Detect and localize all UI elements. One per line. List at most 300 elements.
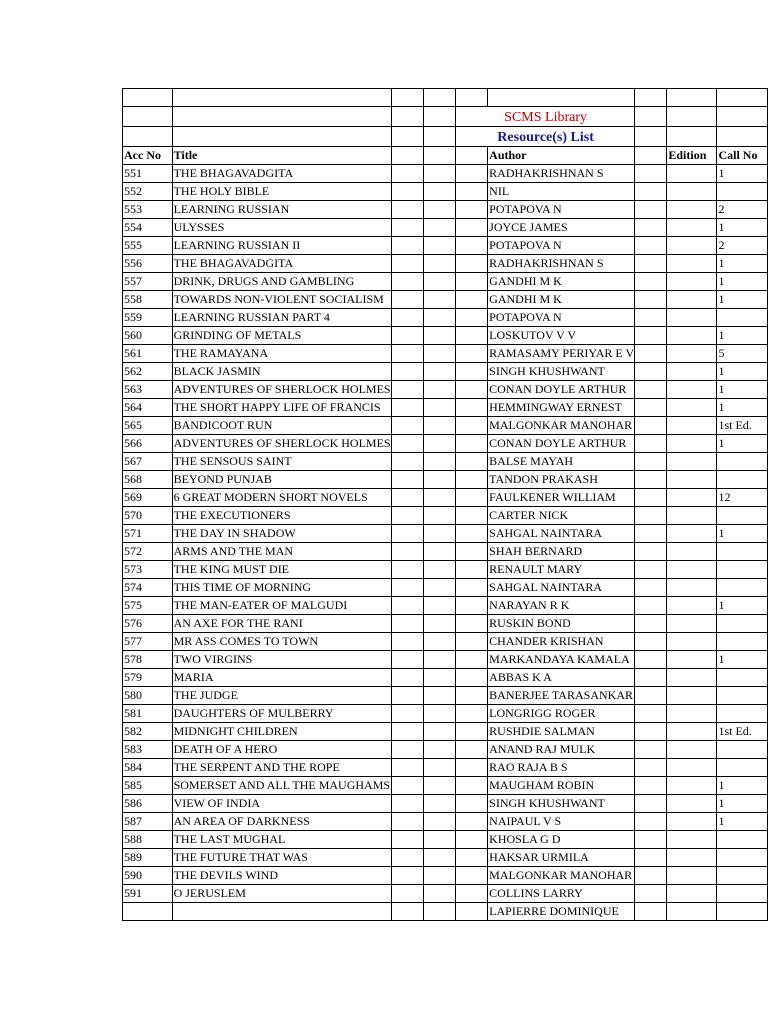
table-row [123, 632, 768, 650]
author-text: RAMASAMY PERIYAR E V [489, 345, 635, 360]
author-cell [488, 200, 635, 218]
author-cell [488, 236, 635, 254]
author-cell [488, 632, 635, 650]
author-cell [488, 398, 635, 416]
author-cell [488, 650, 635, 668]
author-cell [488, 884, 635, 902]
author-cell [488, 776, 635, 794]
title-cell [172, 866, 391, 884]
table-row [123, 902, 768, 920]
title-cell [172, 398, 391, 416]
title-text: THE SERPENT AND THE ROPE [173, 759, 340, 774]
title-text: AN AXE FOR THE RANI [173, 615, 303, 630]
edition-cell [667, 866, 717, 884]
author-text: NAIPAUL V S [489, 813, 562, 828]
title-cell [172, 344, 391, 362]
acc-no-cell: 574 [123, 578, 173, 596]
title-cell [172, 668, 391, 686]
author-text: GANDHI M K [489, 291, 562, 306]
title-text: ULYSSES [173, 219, 225, 234]
edition-cell [667, 308, 717, 326]
table-row [123, 668, 768, 686]
title-cell [172, 776, 391, 794]
title-text: DEATH OF A HERO [173, 741, 278, 756]
list-title: Resource(s) List [455, 126, 634, 146]
table-row [123, 542, 768, 560]
table-row [123, 560, 768, 578]
call-no-cell [717, 704, 768, 722]
title-text: SOMERSET AND ALL THE MAUGHAMS [173, 777, 391, 792]
title-text: O JERUSLEM [173, 885, 246, 900]
author-cell [488, 254, 635, 272]
title-cell [172, 596, 391, 614]
acc-no-cell: 563 [123, 380, 173, 398]
acc-no-cell: 578 [123, 650, 173, 668]
title-cell [172, 650, 391, 668]
call-no-cell [717, 506, 768, 524]
table-row [123, 866, 768, 884]
title-text: LEARNING RUSSIAN [173, 201, 290, 216]
edition-cell [667, 452, 717, 470]
call-no-cell [717, 560, 768, 578]
table-row [123, 524, 768, 542]
title-cell [172, 488, 391, 506]
table-row [123, 164, 768, 182]
author-text: BANERJEE TARASANKAR [489, 687, 633, 702]
table-row [123, 884, 768, 902]
acc-no-cell: 590 [123, 866, 173, 884]
call-no-cell: 1 [717, 776, 768, 794]
edition-cell [667, 704, 717, 722]
edition-cell [667, 830, 717, 848]
author-text: RUSHDIE SALMAN [489, 723, 595, 738]
title-cell [172, 452, 391, 470]
title-cell [172, 434, 391, 452]
title-text: THIS TIME OF MORNING [173, 579, 312, 594]
acc-no-cell: 564 [123, 398, 173, 416]
call-no-cell [717, 866, 768, 884]
table-row [123, 380, 768, 398]
title-cell [172, 470, 391, 488]
edition-cell [667, 254, 717, 272]
author-cell [488, 542, 635, 560]
edition-cell [667, 668, 717, 686]
call-no-cell: 1 [717, 290, 768, 308]
call-no-cell [717, 452, 768, 470]
title-cell [172, 362, 391, 380]
author-text: CHANDER KRISHAN [489, 633, 604, 648]
table-row [123, 578, 768, 596]
list-title-row [123, 126, 768, 146]
call-no-cell [717, 470, 768, 488]
title-text: ARMS AND THE MAN [173, 543, 294, 558]
title-text: THE JUDGE [173, 687, 238, 702]
acc-no-cell: 567 [123, 452, 173, 470]
table-row [123, 506, 768, 524]
author-cell [488, 866, 635, 884]
call-no-cell [717, 830, 768, 848]
table-row [123, 326, 768, 344]
title-cell [172, 884, 391, 902]
author-text: LOSKUTOV V V [489, 327, 577, 342]
title-text: MR ASS COMES TO TOWN [173, 633, 319, 648]
table-row [123, 344, 768, 362]
author-text: CONAN DOYLE ARTHUR [489, 435, 627, 450]
edition-cell [667, 812, 717, 830]
title-text: THE KING MUST DIE [173, 561, 290, 576]
acc-no-cell: 558 [123, 290, 173, 308]
title-cell [172, 236, 391, 254]
author-text: RUSKIN BOND [489, 615, 571, 630]
acc-no-cell: 589 [123, 848, 173, 866]
acc-no-cell: 565 [123, 416, 173, 434]
edition-cell [667, 614, 717, 632]
title-text: DRINK, DRUGS AND GAMBLING [173, 273, 355, 288]
author-cell [488, 758, 635, 776]
title-text: MIDNIGHT CHILDREN [173, 723, 298, 738]
table-row [123, 686, 768, 704]
title-text: THE HOLY BIBLE [173, 183, 270, 198]
acc-no-cell: 577 [123, 632, 173, 650]
author-text: SINGH KHUSHWANT [489, 795, 605, 810]
acc-no-cell: 566 [123, 434, 173, 452]
call-no-cell: 1 [717, 362, 768, 380]
author-text: ABBAS K A [489, 669, 552, 684]
author-cell [488, 272, 635, 290]
acc-no-cell: 591 [123, 884, 173, 902]
edition-cell [667, 344, 717, 362]
library-title-row [123, 106, 768, 126]
author-cell [488, 830, 635, 848]
title-cell [172, 326, 391, 344]
author-text: MAUGHAM ROBIN [489, 777, 595, 792]
table-row [123, 722, 768, 740]
author-cell [488, 326, 635, 344]
edition-cell [667, 740, 717, 758]
author-cell [488, 218, 635, 236]
author-cell [488, 506, 635, 524]
call-no-cell [717, 668, 768, 686]
title-text: TOWARDS NON-VIOLENT SOCIALISM [173, 291, 384, 306]
author-text: SAHGAL NAINTARA [489, 525, 603, 540]
call-no-cell: 1 [717, 794, 768, 812]
author-cell [488, 362, 635, 380]
table-row [123, 200, 768, 218]
author-cell [488, 164, 635, 182]
title-text: THE SHORT HAPPY LIFE OF FRANCIS [173, 399, 381, 414]
author-cell [488, 812, 635, 830]
title-cell [172, 200, 391, 218]
title-cell [172, 830, 391, 848]
call-no-cell: 1 [717, 434, 768, 452]
acc-no-cell: 587 [123, 812, 173, 830]
author-text: CARTER NICK [489, 507, 569, 522]
author-text: LONGRIGG ROGER [489, 705, 596, 720]
author-text: COLLINS LARRY [489, 885, 583, 900]
title-cell [172, 182, 391, 200]
table-row [123, 758, 768, 776]
title-text: THE DAY IN SHADOW [173, 525, 296, 540]
edition-cell [667, 884, 717, 902]
author-text: RADHAKRISHNAN S [489, 255, 604, 270]
title-cell [172, 902, 391, 920]
call-no-cell: 1st Ed. [717, 722, 768, 740]
author-cell [488, 686, 635, 704]
call-no-cell: 1 [717, 524, 768, 542]
author-text: SINGH KHUSHWANT [489, 363, 605, 378]
call-no-cell: 1st Ed. [717, 416, 768, 434]
acc-no-cell: 561 [123, 344, 173, 362]
edition-cell [667, 488, 717, 506]
author-cell [488, 380, 635, 398]
author-cell [488, 848, 635, 866]
title-text: TWO VIRGINS [173, 651, 253, 666]
title-cell [172, 416, 391, 434]
table-row [123, 290, 768, 308]
title-cell [172, 272, 391, 290]
title-text: MARIA [173, 669, 214, 684]
edition-cell [667, 686, 717, 704]
header-edition: Edition [667, 146, 717, 164]
title-cell [172, 848, 391, 866]
acc-no-cell: 559 [123, 308, 173, 326]
acc-no-cell: 551 [123, 164, 173, 182]
title-cell [172, 380, 391, 398]
edition-cell [667, 524, 717, 542]
title-cell [172, 704, 391, 722]
edition-cell [667, 434, 717, 452]
acc-no-cell: 585 [123, 776, 173, 794]
acc-no-cell: 583 [123, 740, 173, 758]
author-text: NIL [489, 183, 510, 198]
author-text: HEMMINGWAY ERNEST [489, 399, 622, 414]
call-no-cell: 1 [717, 650, 768, 668]
title-text: AN AREA OF DARKNESS [173, 813, 310, 828]
call-no-cell [717, 758, 768, 776]
acc-no-cell: 584 [123, 758, 173, 776]
edition-cell [667, 794, 717, 812]
title-text: THE LAST MUGHAL [173, 831, 286, 846]
author-cell [488, 290, 635, 308]
call-no-cell: 1 [717, 164, 768, 182]
title-cell [172, 578, 391, 596]
call-no-cell: 5 [717, 344, 768, 362]
title-text: DAUGHTERS OF MULBERRY [173, 705, 334, 720]
title-text: GRINDING OF METALS [173, 327, 302, 342]
title-text: THE DEVILS WIND [173, 867, 279, 882]
table-row [123, 182, 768, 200]
edition-cell [667, 650, 717, 668]
author-cell [488, 344, 635, 362]
author-text: POTAPOVA N [489, 309, 562, 324]
edition-cell [667, 182, 717, 200]
acc-no-cell: 586 [123, 794, 173, 812]
acc-no-cell: 579 [123, 668, 173, 686]
edition-cell [667, 722, 717, 740]
edition-cell [667, 398, 717, 416]
call-no-cell: 1 [717, 812, 768, 830]
table-row [123, 470, 768, 488]
title-cell [172, 254, 391, 272]
table-row [123, 596, 768, 614]
acc-no-cell: 554 [123, 218, 173, 236]
call-no-cell: 1 [717, 254, 768, 272]
author-text: POTAPOVA N [489, 237, 562, 252]
edition-cell [667, 902, 717, 920]
library-title: SCMS Library [455, 106, 634, 126]
table-row [123, 308, 768, 326]
title-cell [172, 614, 391, 632]
author-text: GANDHI M K [489, 273, 562, 288]
call-no-cell: 1 [717, 218, 768, 236]
table-row [123, 812, 768, 830]
title-text: 6 GREAT MODERN SHORT NOVELS [173, 489, 368, 504]
header-acc-no: Acc No [123, 146, 173, 164]
title-text: THE MAN-EATER OF MALGUDI [173, 597, 348, 612]
author-text: SHAH BERNARD [489, 543, 583, 558]
acc-no-cell: 571 [123, 524, 173, 542]
author-text: TANDON PRAKASH [489, 471, 598, 486]
author-cell [488, 596, 635, 614]
title-text: LEARNING RUSSIAN II [173, 237, 301, 252]
author-cell [488, 722, 635, 740]
edition-cell [667, 290, 717, 308]
edition-cell [667, 416, 717, 434]
title-text: THE EXECUTIONERS [173, 507, 291, 522]
title-cell [172, 290, 391, 308]
blank-row [123, 89, 768, 107]
edition-cell [667, 596, 717, 614]
table-row [123, 218, 768, 236]
edition-cell [667, 326, 717, 344]
author-text: LAPIERRE DOMINIQUE [489, 903, 619, 918]
author-cell [488, 614, 635, 632]
author-cell [488, 470, 635, 488]
title-cell [172, 686, 391, 704]
acc-no-cell: 572 [123, 542, 173, 560]
table-row [123, 776, 768, 794]
author-cell [488, 308, 635, 326]
table-row [123, 830, 768, 848]
author-cell [488, 704, 635, 722]
call-no-cell [717, 884, 768, 902]
acc-no-cell: 553 [123, 200, 173, 218]
title-cell [172, 506, 391, 524]
call-no-cell [717, 632, 768, 650]
author-text: MARKANDAYA KAMALA [489, 651, 630, 666]
author-text: FAULKENER WILLIAM [489, 489, 616, 504]
edition-cell [667, 362, 717, 380]
table-row [123, 650, 768, 668]
call-no-cell [717, 542, 768, 560]
table-row [123, 236, 768, 254]
edition-cell [667, 470, 717, 488]
title-text: BLACK JASMIN [173, 363, 261, 378]
call-no-cell: 12 [717, 488, 768, 506]
call-no-cell: 1 [717, 326, 768, 344]
edition-cell [667, 560, 717, 578]
author-cell [488, 416, 635, 434]
author-text: RAO RAJA B S [489, 759, 568, 774]
title-cell [172, 740, 391, 758]
title-cell [172, 524, 391, 542]
edition-cell [667, 164, 717, 182]
edition-cell [667, 758, 717, 776]
edition-cell [667, 578, 717, 596]
title-text: THE SENSOUS SAINT [173, 453, 292, 468]
edition-cell [667, 200, 717, 218]
acc-no-cell: 573 [123, 560, 173, 578]
table-row [123, 398, 768, 416]
author-text: NARAYAN R K [489, 597, 570, 612]
author-text: CONAN DOYLE ARTHUR [489, 381, 627, 396]
table-row [123, 614, 768, 632]
table-row [123, 794, 768, 812]
call-no-cell [717, 578, 768, 596]
resource-list-table [122, 88, 768, 921]
author-text: SAHGAL NAINTARA [489, 579, 603, 594]
acc-no-cell: 576 [123, 614, 173, 632]
title-text: BEYOND PUNJAB [173, 471, 272, 486]
acc-no-cell: 582 [123, 722, 173, 740]
edition-cell [667, 218, 717, 236]
table-row [123, 362, 768, 380]
title-cell [172, 722, 391, 740]
title-text: BANDICOOT RUN [173, 417, 273, 432]
edition-cell [667, 236, 717, 254]
call-no-cell [717, 182, 768, 200]
acc-no-cell [123, 902, 173, 920]
call-no-cell: 1 [717, 380, 768, 398]
acc-no-cell: 552 [123, 182, 173, 200]
table-row [123, 416, 768, 434]
author-text: MALGONKAR MANOHAR [489, 867, 633, 882]
table-row [123, 434, 768, 452]
title-text: THE BHAGAVADGITA [173, 255, 294, 270]
table-row [123, 452, 768, 470]
title-cell [172, 632, 391, 650]
call-no-cell: 2 [717, 200, 768, 218]
author-text: POTAPOVA N [489, 201, 562, 216]
table-row [123, 488, 768, 506]
title-text: ADVENTURES OF SHERLOCK HOLMES [173, 435, 391, 450]
author-text: HAKSAR URMILA [489, 849, 589, 864]
call-no-cell [717, 848, 768, 866]
table-row [123, 272, 768, 290]
author-cell [488, 488, 635, 506]
table-row [123, 740, 768, 758]
author-text: RENAULT MARY [489, 561, 583, 576]
edition-cell [667, 380, 717, 398]
author-cell [488, 794, 635, 812]
author-text: RADHAKRISHNAN S [489, 165, 604, 180]
edition-cell [667, 542, 717, 560]
table-row [123, 848, 768, 866]
title-cell [172, 164, 391, 182]
title-cell [172, 812, 391, 830]
acc-no-cell: 556 [123, 254, 173, 272]
call-no-cell [717, 614, 768, 632]
call-no-cell [717, 740, 768, 758]
author-text: KHOSLA G D [489, 831, 561, 846]
call-no-cell [717, 308, 768, 326]
edition-cell [667, 506, 717, 524]
author-text: BALSE MAYAH [489, 453, 574, 468]
call-no-cell: 1 [717, 272, 768, 290]
acc-no-cell: 580 [123, 686, 173, 704]
acc-no-cell: 570 [123, 506, 173, 524]
title-text: THE RAMAYANA [173, 345, 269, 360]
